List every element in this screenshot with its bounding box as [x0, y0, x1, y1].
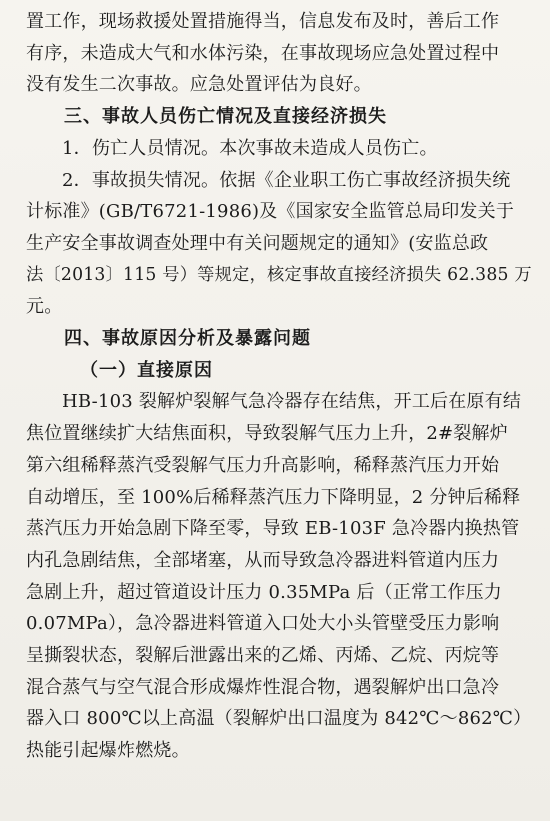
- section-heading-4: 四、事故原因分析及暴露问题: [64, 328, 311, 350]
- body-text-line: 计标准》(GB/T6721-1986)及《国家安全监管总局印发关于: [26, 201, 515, 223]
- body-text-line: 内孔急剧结焦，全部堵塞，从而导致急冷器进料管道内压力: [26, 549, 500, 571]
- body-text-line: 第六组稀释蒸汽受裂解气压力升高影响，稀释蒸汽压力开始: [26, 454, 500, 476]
- body-text-line: 混合蒸气与空气混合形成爆炸性混合物，遇裂解炉出口急冷: [26, 676, 500, 698]
- body-text-line: 呈撕裂状态，裂解后泄露出来的乙烯、丙烯、乙烷、丙烷等: [26, 645, 500, 667]
- body-text-line: 元。: [26, 296, 63, 318]
- body-text-line: 焦位置继续扩大结焦面积，导致裂解气压力上升，2#裂解炉: [26, 423, 508, 445]
- body-text-line: 热能引起爆炸燃烧。: [26, 740, 190, 762]
- body-text-line: 有序，未造成大气和水体污染，在事故现场应急处置过程中: [26, 42, 500, 64]
- paragraph-start: HB-103 裂解炉裂解气急冷器存在结焦，开工后在原有结: [62, 391, 522, 413]
- body-text-line: 器入口 800℃以上高温（裂解炉出口温度为 842℃～862℃）: [26, 708, 532, 730]
- body-text-line: 自动增压，至 100%后稀释蒸汽压力下降明显，2 分钟后稀释: [26, 486, 521, 508]
- body-text-line: 法〔2013〕115 号）等规定，核定事故直接经济损失 62.385 万: [26, 264, 532, 285]
- list-item-casualties: 1．伤亡人员情况。本次事故未造成人员伤亡。: [62, 137, 438, 159]
- subsection-heading: （一）直接原因: [80, 359, 213, 381]
- body-text-line: 0.07MPa），急冷器进料管道入口处大小头管壁受压力影响: [26, 613, 500, 635]
- body-text-line: 生产安全事故调查处理中有关问题规定的通知》(安监总政: [26, 232, 489, 254]
- body-text-line: 蒸汽压力开始急剧下降至零，导致 EB-103F 急冷器内换热管: [26, 518, 520, 540]
- list-item-losses: 2．事故损失情况。依据《企业职工伤亡事故经济损失统: [62, 169, 511, 191]
- body-text-line: 急剧上升，超过管道设计压力 0.35MPa 后（正常工作压力: [26, 581, 502, 603]
- body-text-line: 置工作，现场救援处置措施得当，信息发布及时，善后工作: [26, 11, 500, 32]
- body-text-line: 没有发生二次事故。应急处置评估为良好。: [26, 74, 372, 96]
- section-heading-3: 三、事故人员伤亡情况及直接经济损失: [64, 106, 387, 128]
